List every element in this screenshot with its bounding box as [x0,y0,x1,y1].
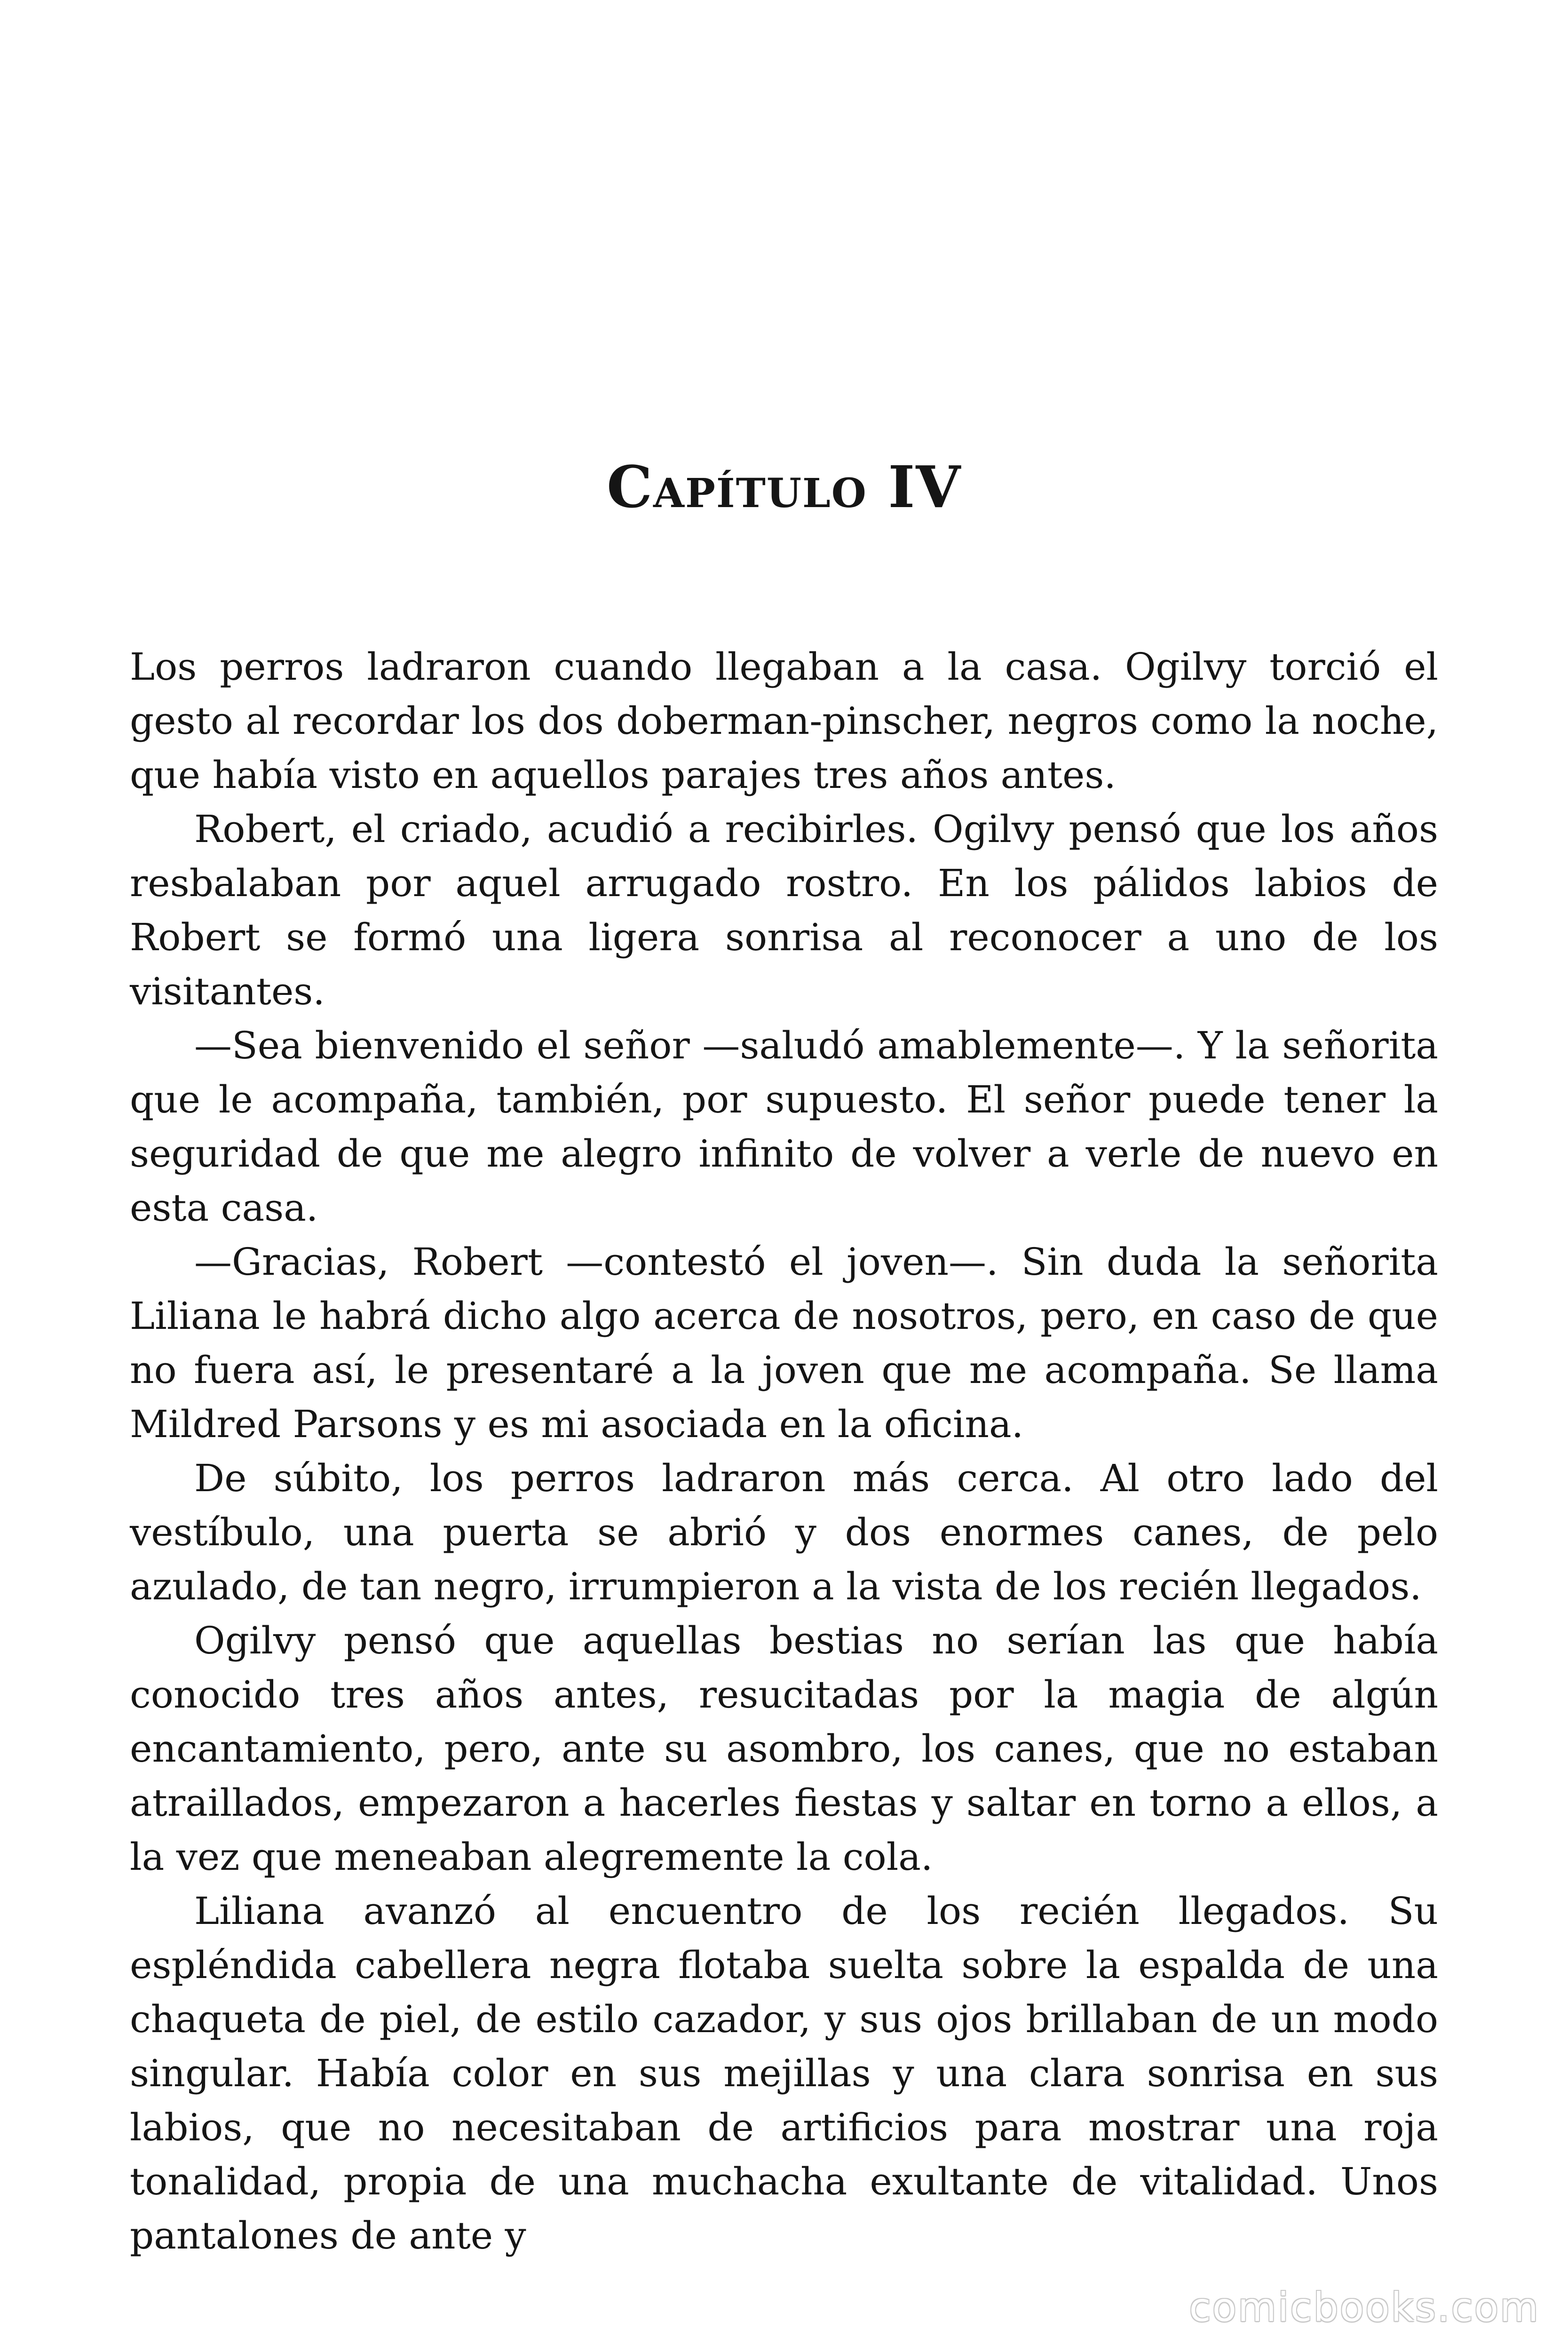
paragraph: Ogilvy pensó que aquellas bestias no serían las que había conocido tres años antes, resucitadas por la magia de algún encantamiento, pero, ante su asombro, los canes, que no estaban atraillados, empezaron a hacerles fiestas y saltar en torno a ellos, a la vez que meneaban alegremente la cola. [130,1619,1438,1879]
paragraph: De súbito, los perros ladraron más cerca. Al otro lado del vestíbulo, una puerta se abrió y dos enormes canes, de pelo azulado, de tan negro, irrumpieron a la vista de los recién llegados. [130,1456,1438,1608]
paragraph: —Gracias, Robert —contestó el joven—. Sin duda la señorita Liliana le habrá dicho algo acerca de nosotros, pero, en caso de que no fuera así, le presentaré a la joven que me acompaña. Se llama Mildred Parsons y es mi asociada en la oficina. [130,1240,1438,1446]
paragraph: Robert, el criado, acudió a recibirles. Ogilvy pensó que los años resbalaban por aquel arrugado rostro. En los pálidos labios de Robert se formó una ligera sonrisa al reconocer a uno de los visitantes. [130,807,1438,1013]
paragraph: Los perros ladraron cuando llegaban a la casa. Ogilvy torció el gesto al recordar los dos doberman-pinscher, negros como la noche, que había visto en aquellos parajes tres años antes. [130,645,1438,797]
paragraph: —Sea bienvenido el señor —saludó amablemente—. Y la señorita que le acompaña, también, por supuesto. El señor puede tener la seguridad de que me alegro infinito de volver a verle de nuevo en esta casa. [130,1024,1438,1230]
chapter-title: Capítulo IV [606,453,962,521]
paragraph: Liliana avanzó al encuentro de los recién llegados. Su espléndida cabellera negra flotaba suelta sobre la espalda de una chaqueta de piel, de estilo cazador, y sus ojos brillaban de un modo singular. Había color en sus mejillas y una clara sonrisa en sus labios, que no necesitaban de artificios para mostrar una roja tonalidad, propia de una muchacha exultante de vitalidad. Unos pantalones de ante y [130,1889,1438,2257]
body-text [130,640,1438,2263]
watermark: comicbooks.com [1189,2284,1540,2330]
